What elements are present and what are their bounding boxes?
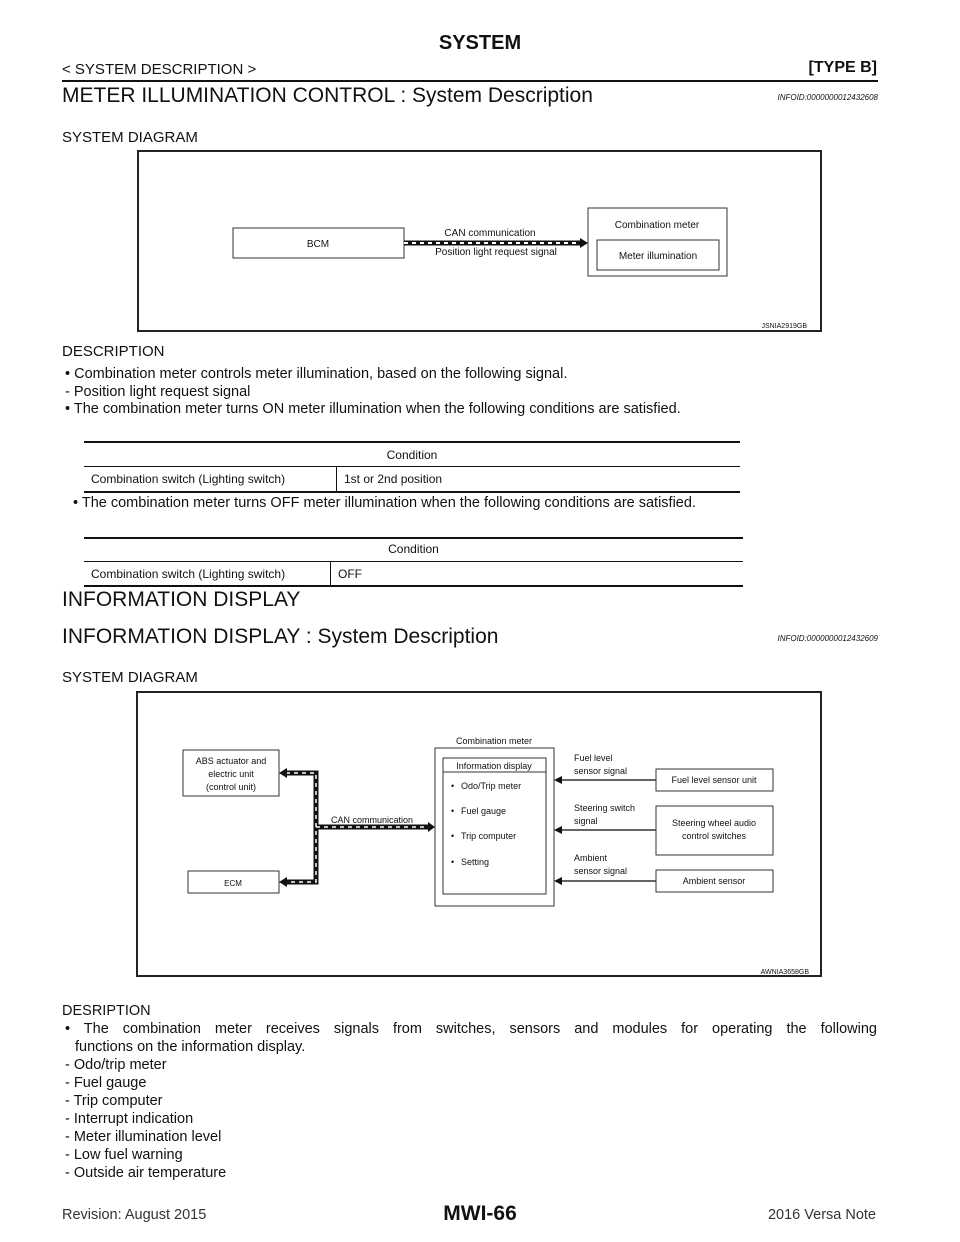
diagram-code: JSNIA2919GB xyxy=(761,323,807,330)
display-item: Setting xyxy=(461,857,490,867)
function-item: - Low fuel warning xyxy=(65,1147,183,1163)
display-item: Trip computer xyxy=(461,831,517,841)
fuel-signal-label: sensor signal xyxy=(574,766,628,776)
can-label: CAN communication xyxy=(444,228,536,239)
table-cell: OFF xyxy=(338,567,362,581)
description-line: functions on the information display. xyxy=(75,1039,306,1055)
header-rule xyxy=(62,80,878,82)
signal-label: Position light request signal xyxy=(435,247,557,258)
info-diagram-heading: SYSTEM DIAGRAM xyxy=(62,669,198,686)
function-item: - Trip computer xyxy=(65,1093,163,1109)
abs-label: electric unit xyxy=(208,769,254,779)
combination-meter-label: Combination meter xyxy=(614,220,700,231)
meter-illumination-label: Meter illumination xyxy=(618,251,698,262)
svg-text:•: • xyxy=(451,831,455,841)
description-heading: DESRIPTION xyxy=(62,1003,151,1019)
table-header: Condition xyxy=(386,448,438,462)
info-heading: INFORMATION DISPLAY : System Description xyxy=(62,625,499,648)
table-cell: Combination switch (Lighting switch) xyxy=(91,472,286,486)
info-section-heading: INFORMATION DISPLAY xyxy=(62,588,301,611)
display-item: Fuel gauge xyxy=(461,806,507,816)
meter-diagram-heading: SYSTEM DIAGRAM xyxy=(62,129,198,146)
table-cell: Combination switch (Lighting switch) xyxy=(91,567,286,581)
meter-system-diagram xyxy=(137,150,822,332)
bcm-label: BCM xyxy=(306,239,330,250)
function-item: - Fuel gauge xyxy=(65,1075,147,1091)
fuel-unit-label: Fuel level sensor unit xyxy=(671,775,757,785)
table-cell: 1st or 2nd position xyxy=(344,472,443,486)
revision-label: Revision: August 2015 xyxy=(62,1207,207,1223)
abs-label: (control unit) xyxy=(205,782,257,792)
type-label: [TYPE B] xyxy=(808,59,877,76)
combination-meter-label: Combination meter xyxy=(455,736,533,746)
ambient-signal-label: Ambient xyxy=(574,853,608,863)
meter-heading: METER ILLUMINATION CONTROL : System Description xyxy=(62,84,593,107)
display-item: Odo/Trip meter xyxy=(461,781,522,791)
abs-label: ABS actuator and xyxy=(195,756,267,766)
description-line: • Combination meter controls meter illumination, based on the following signal. xyxy=(65,366,568,382)
section-breadcrumb: < SYSTEM DESCRIPTION > xyxy=(62,61,257,78)
ambient-signal-label: sensor signal xyxy=(574,866,628,876)
description-heading: DESCRIPTION xyxy=(62,343,165,360)
description-line: - Position light request signal xyxy=(65,384,251,400)
info-system-diagram xyxy=(136,691,822,977)
can-label: CAN communication xyxy=(330,815,414,825)
information-display-label: Information display xyxy=(456,761,532,771)
svg-text:•: • xyxy=(451,781,455,791)
description-line: • The combination meter turns ON meter illumination when the following conditions are satisfied. xyxy=(65,401,681,417)
info-infoid: INFOID:0000000012432609 xyxy=(777,634,878,643)
diagram-code: AWNIA3658GB xyxy=(760,969,809,976)
page-title: SYSTEM xyxy=(438,32,522,54)
steering-signal-label: signal xyxy=(574,816,598,826)
meter-infoid: INFOID:0000000012432608 xyxy=(777,93,878,102)
ambient-unit-label: Ambient sensor xyxy=(682,876,746,886)
svg-text:•: • xyxy=(451,806,455,816)
steering-unit-label: Steering wheel audio xyxy=(671,818,757,828)
steering-unit-label: control switches xyxy=(681,831,747,841)
table-header: Condition xyxy=(388,542,439,556)
svg-text:•: • xyxy=(451,857,455,867)
function-item: - Interrupt indication xyxy=(65,1111,194,1127)
page-number: MWI-66 xyxy=(443,1202,517,1225)
function-item: - Odo/trip meter xyxy=(65,1057,167,1073)
ecm-label: ECM xyxy=(224,879,242,888)
description-line: • The combination meter receives signals from switches, sensors and modules for operating the following xyxy=(65,1021,877,1037)
function-item: - Meter illumination level xyxy=(65,1129,222,1145)
steering-signal-label: Steering switch xyxy=(574,803,636,813)
function-item: - Outside air temperature xyxy=(65,1165,227,1181)
fuel-signal-label: Fuel level xyxy=(574,753,613,763)
model-label: 2016 Versa Note xyxy=(767,1207,876,1223)
description-line: • The combination meter turns OFF meter illumination when the following conditions are satisfied. xyxy=(73,495,696,511)
